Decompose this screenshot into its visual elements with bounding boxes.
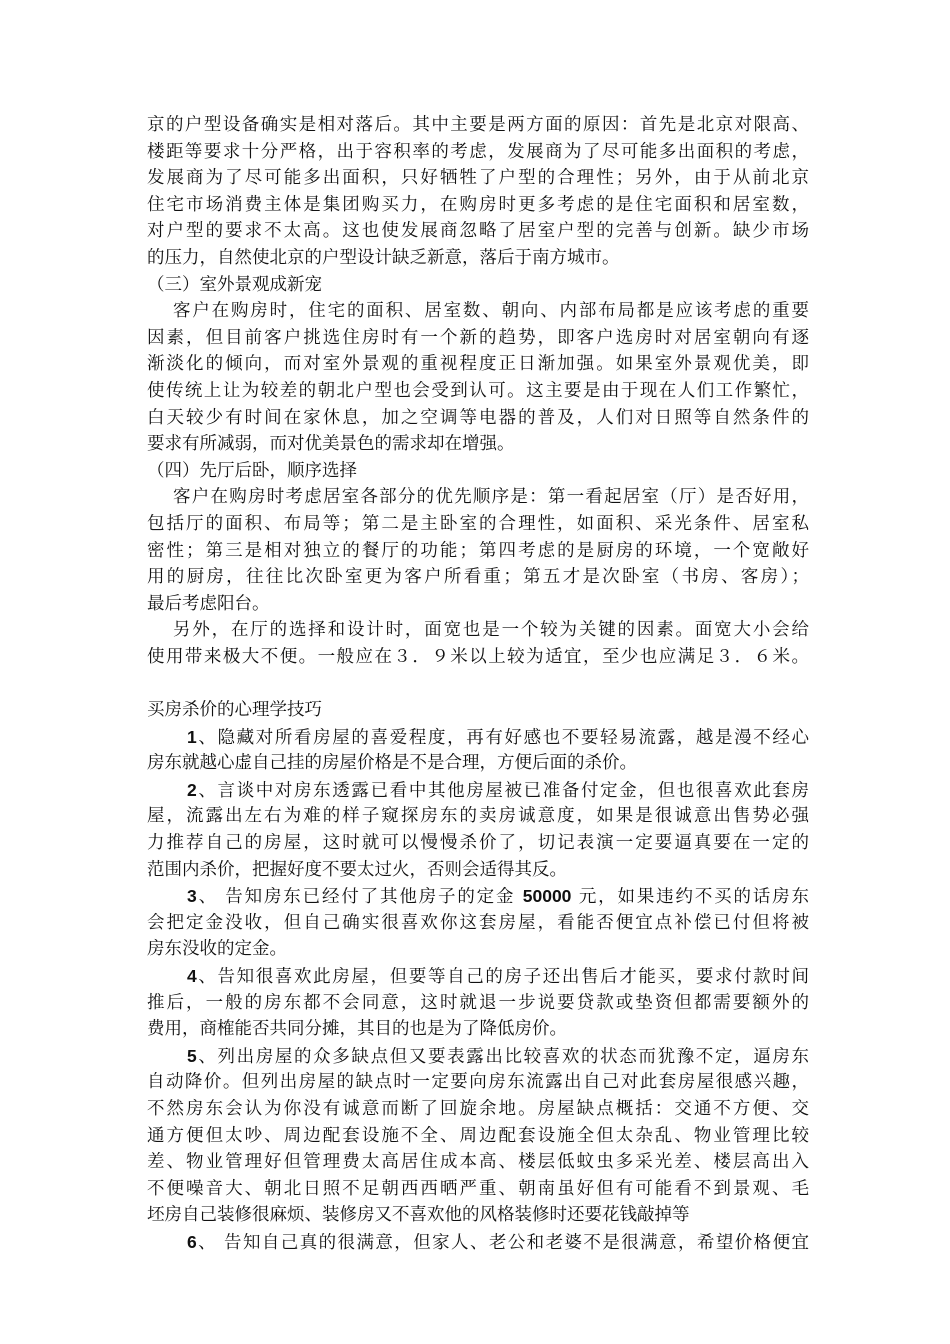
section-heading-room-order: （四）先厅后卧，顺序选择 xyxy=(147,460,357,481)
text-line: 客户在购房时，住宅的面积、居室数、朝向、内部布局都是应该考虑的重要 xyxy=(173,301,809,322)
text-line: 房东没收的定金。 xyxy=(147,939,287,960)
text-line: 自动降价。但列出房屋的缺点时一定要向房东流露出自己对此套房屋很感兴趣， xyxy=(147,1072,809,1093)
tip-5 xyxy=(147,1043,809,1229)
text-line: 力推荐自己的房屋，这时就可以慢慢杀价了，切记表演一定要逼真要在一定的 xyxy=(147,833,809,854)
text-line: 坯房自己装修很麻烦、装修房又不喜欢他的风格装修时还要花钱敲掉等 xyxy=(147,1205,690,1226)
text-line: 京的户型设备确实是相对落后。其中主要是两方面的原因：首先是北京对限高、 xyxy=(147,115,809,135)
tip-number: 3 xyxy=(187,886,197,907)
text-line: 房东就越心虚自己挂的房屋价格是不是合理，方便后面的杀价。 xyxy=(147,753,637,774)
text-line: 使传统上让为较差的朝北户型也会受到认可。这主要是由于现在人们工作繁忙， xyxy=(147,380,809,401)
tip-number: 1 xyxy=(187,726,197,747)
text-line: 会把定金没收，但自己确实很喜欢你这套房屋，看能否便宜点补偿已付但将被 xyxy=(147,912,809,933)
text-line: 对户型的要求不太高。这也使发展商忽略了居室户型的完善与创新。缺少市场 xyxy=(147,221,809,242)
tip-4 xyxy=(147,963,809,1043)
tip-text: 、列出房屋的众多缺点但又要表露出比较喜欢的状态而犹豫不定，逼房东 xyxy=(196,1046,809,1067)
text-line: 差、物业管理好但管理费太高居住成本高、楼层低蚊虫多采光差、楼层高出入 xyxy=(147,1152,809,1173)
text-line: 渐淡化的倾向，而对室外景观的重视程度正日渐加强。如果室外景观优美，即 xyxy=(147,354,809,375)
tip-number: 5 xyxy=(187,1045,197,1066)
deposit-amount: 50000 xyxy=(522,886,572,907)
section-heading-landscape: （三）室外景观成新宠 xyxy=(147,274,322,295)
tip-text: 、 告知自己真的很满意，但家人、老公和老婆不是很满意，希望价格便宜 xyxy=(196,1232,809,1253)
text-line: 使用带来极大不便。一般应在３．９米以上较为适宜，至少也应满足３．６米。 xyxy=(147,646,809,667)
section-title-bargaining: 买房杀价的心理学技巧 xyxy=(147,700,322,721)
tip-number: 4 xyxy=(187,966,197,986)
text-line: 最后考虑阳台。 xyxy=(147,593,270,614)
text-line: 因素，但目前客户挑选住房时有一个新的趋势，即客户选房时对居室朝向有逐 xyxy=(147,327,809,348)
text-line xyxy=(147,724,809,751)
text-line: 通方便但太吵、周边配套设施不全、周边配套设施全但太杂乱、物业管理比较 xyxy=(147,1125,809,1146)
text-line: 住宅市场消费主体是集团购买力，在购房时更多考虑的是住宅面积和居室数， xyxy=(147,194,809,215)
tip-text: 元，如果违约不买的话房东 xyxy=(571,887,810,908)
paragraph-beijing-layout xyxy=(147,112,809,272)
tip-number: 2 xyxy=(187,779,197,800)
tip-number: 6 xyxy=(187,1231,197,1252)
paragraph-room-order xyxy=(147,484,809,617)
text-line xyxy=(147,883,809,910)
text-line: 包括厅的面积、布局等；第二是主卧室的合理性，如面积、采光条件、居室私 xyxy=(147,513,809,534)
text-line xyxy=(147,1229,809,1256)
text-line: 用的厨房，往往比次卧室更为客户所看重；第五才是次卧室（书房、客房）； xyxy=(147,567,809,588)
tip-3 xyxy=(147,883,809,963)
text-line: 楼距等要求十分严格，出于容积率的考虑，发展商为了尽可能多出面积的考虑， xyxy=(147,141,809,162)
text-line: 密性；第三是相对独立的餐厅的功能；第四考虑的是厨房的环境，一个宽敞好 xyxy=(147,540,809,561)
text-line xyxy=(147,777,809,804)
text-line: 不便噪音大、朝北日照不足朝西西晒严重、朝南虽好但有可能看不到景观、毛 xyxy=(147,1178,809,1199)
tip-2 xyxy=(147,777,809,883)
text-line: 的压力，自然使北京的户型设计缺乏新意，落后于南方城市。 xyxy=(147,247,620,268)
blank-line xyxy=(147,670,809,697)
text-line: 发展商为了尽可能多出面积，只好牺牲了户型的合理性；另外，由于从前北京 xyxy=(147,168,809,189)
text-line: 要求有所减弱，而对优美景色的需求却在增强。 xyxy=(147,434,515,455)
text-line: 客户在购房时考虑居室各部分的优先顺序是：第一看起居室（厅）是否好用， xyxy=(173,487,809,508)
text-line xyxy=(147,1043,809,1070)
paragraph-landscape xyxy=(147,298,809,458)
text-line: 屋，流露出左右为难的样子窥探房东的卖房诚意度，如果是很诚意出售势必强 xyxy=(147,806,809,827)
tip-text: 、 告知房东已经付了其他房子的定金 xyxy=(196,887,523,908)
text-line: 另外，在厅的选择和设计时，面宽也是一个较为关键的因素。面宽大小会给 xyxy=(173,620,809,641)
tip-text: 、告知很喜欢此房屋，但要等自己的房子还出售后才能买，要求付款时间 xyxy=(196,967,809,987)
text-line: 推后，一般的房东都不会同意，这时就退一步说要贷款或垫资但都需要额外的 xyxy=(147,992,809,1013)
text-line xyxy=(147,963,809,990)
tip-text: 、隐藏对所看房屋的喜爱程度，再有好感也不要轻易流露，越是漫不经心 xyxy=(196,727,809,748)
text-line: 范围内杀价，把握好度不要太过火，否则会适得其反。 xyxy=(147,859,567,880)
tip-6 xyxy=(147,1229,809,1256)
text-line: 不然房东会认为你没有诚意而断了回旋余地。房屋缺点概括：交通不方便、交 xyxy=(147,1098,809,1119)
paragraph-frontage xyxy=(147,617,809,670)
text-line: 费用，商榷能否共同分摊，其目的也是为了降低房价。 xyxy=(147,1019,567,1040)
tip-1 xyxy=(147,724,809,777)
text-line: 白天较少有时间在家休息，加之空调等电器的普及，人们对日照等自然条件的 xyxy=(147,407,809,428)
document-body xyxy=(147,112,809,1256)
tip-text: 、言谈中对房东透露已看中其他房屋被已准备付定金，但也很喜欢此套房 xyxy=(196,780,809,801)
